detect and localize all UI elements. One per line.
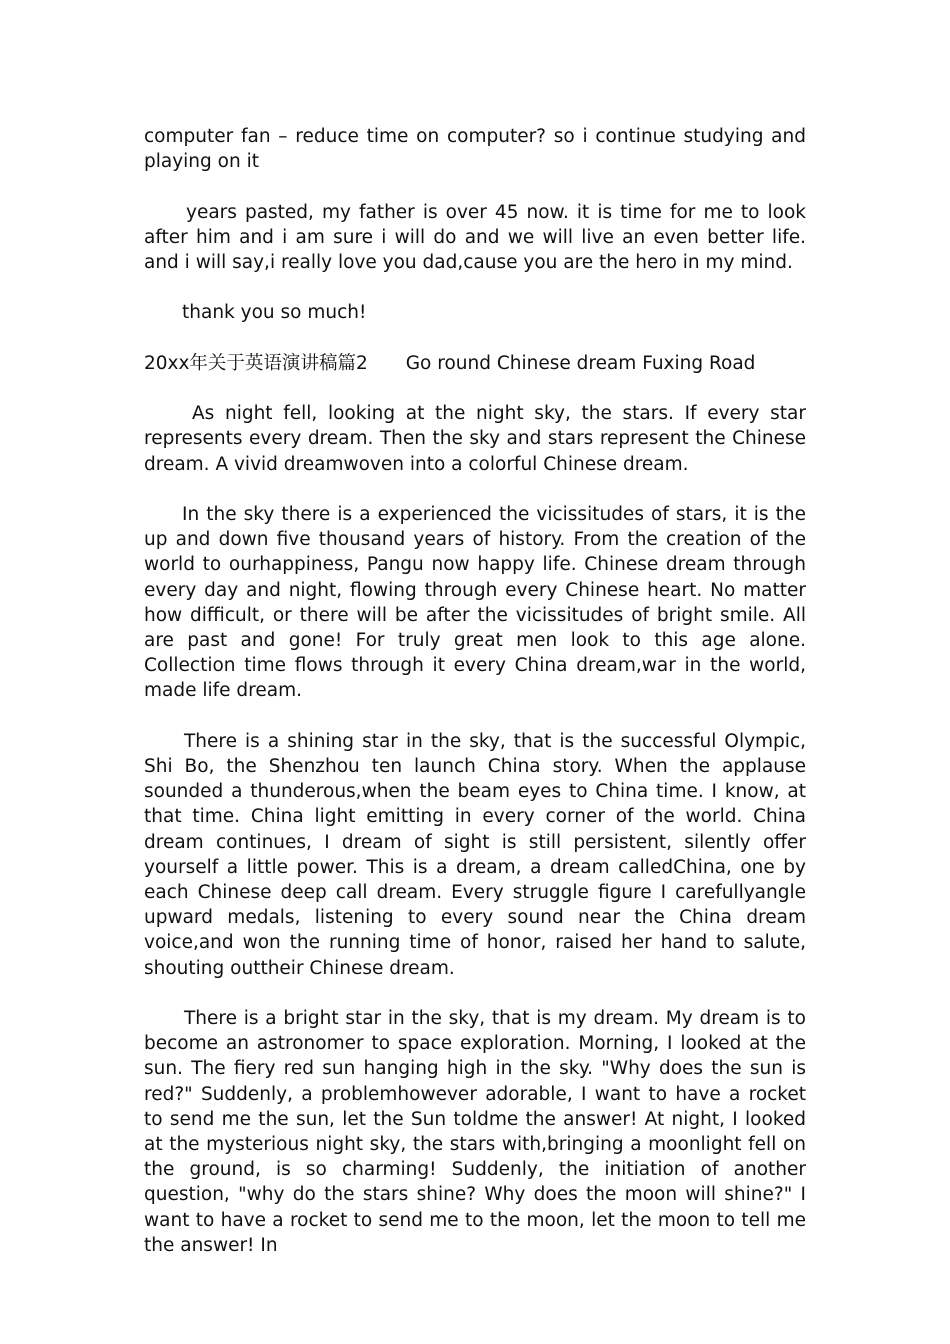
paragraph-father: years pasted, my father is over 45 now. it is time for me to look after him and i am sure i will do and we will live an even better life. and i will say,i really love you dad,cause you are the hero in my mind. xyxy=(144,201,806,273)
paragraph-history: In the sky there is a experienced the vicissitudes of stars, it is the up and down five thousand years of history. From the creation of the world to ourhappiness, Pangu now happy life. Chinese dream through every day and night, flowing through every Chinese heart. No matter how difficult, or there will be after the vicissitudes of bright smile. All are past and gone! For truly great men look to this age alone. Collection time flows through it every China dream,war in the world, made life dream. xyxy=(144,503,806,702)
paragraph-shining-star: There is a shining star in the sky, that is the successful Olympic, Shi Bo, the Shenzhou ten launch China story. When the applause sounded a thunderous,when the beam eyes to China time. I know, at that time. China light emitting in every corner of the world. China dream continues, I dream of sight is still persistent, silently offer yourself a little power. This is a dream, a dream calledChina, one by each Chinese deep call dream. Every struggle figure I carefullyangle upward medals, listening to every sound near the China dream voice,and won the running time of honor, raised her hand to salute, shouting outtheir Chinese dream. xyxy=(144,730,806,979)
paragraph-thanks: thank you so much! xyxy=(182,302,367,324)
document-body xyxy=(144,124,806,1258)
paragraph-bright-star: There is a bright star in the sky, that is my dream. My dream is to become an astronomer to space exploration. Morning, I looked at the sun. The fiery red sun hanging high in the sky. "Why does the sun is red?" Suddenly, a problemhowever adorable, I want to have a rocket to send me the sun, let the Sun toldme the answer! At night, I looked at the mysterious night sky, the stars with,bringing a moonlight fell on the ground, is so charming! Suddenly, the initiation of another question, "why do the stars shine? Why does the moon will shine?" I want to have a rocket to send me to the moon, let the moon to tell me the answer! In xyxy=(144,1008,806,1256)
paragraph-night-sky: As night fell, looking at the night sky, the stars. If every star represents every dream. Then the sky and stars represent the Chinese dream. A vivid dreamwoven into a colorful Chinese dream. xyxy=(144,403,806,475)
paragraph-computer-fan: computer fan – reduce time on computer? so i continue studying and playing on it xyxy=(144,126,806,173)
section-heading xyxy=(144,351,806,376)
section-label: 20xx年关于英语演讲稿篇2 xyxy=(144,352,368,374)
section-title: Go round Chinese dream Fuxing Road xyxy=(405,352,756,374)
